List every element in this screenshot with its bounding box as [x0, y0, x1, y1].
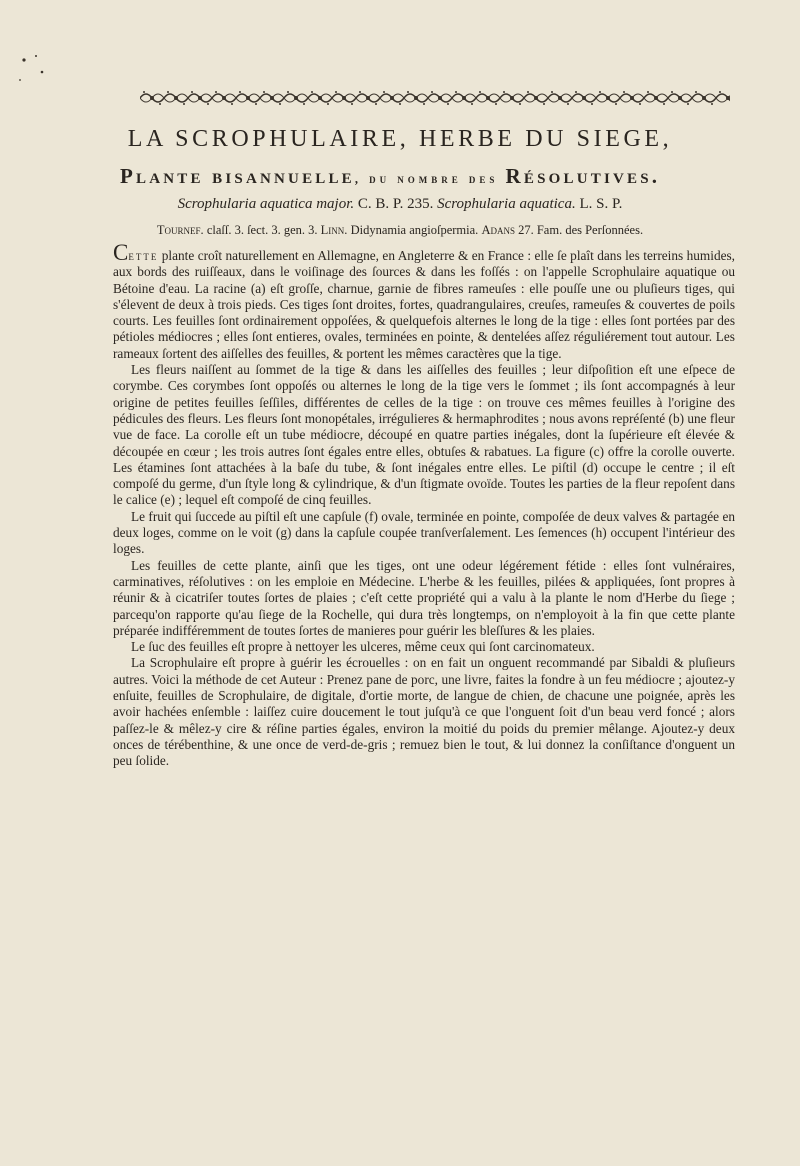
page-subtitle — [120, 164, 720, 189]
botanical-synonyms — [0, 196, 800, 213]
subtitle-resolutives: Résolutives. — [505, 164, 661, 188]
paragraph-1-text: plante croît naturellement en Allemagne, en Angleterre & en France : elle ſe plaît dans les terreins humides, aux bords des ruiſſeaux, dans le voiſinage des ſources & dans les foſſés : on l'appelle Scrophulaire aquatique ou Bétoine d'eau. La racine (a) eſt groſſe, charnue, garnie de fibres rameuſes : elle pouſſe une ou pluſieurs tiges, qui s'élevent de deux à trois pieds. Ces tiges ſont droites, fortes, quadrangulaires, creuſes, rameuſes & couvertes de poils courts. Les feuilles ſont ordinairement oppoſées, & quelquefois alternes le long de la tige : elles ſont portées par des pétioles médiocres ; elles ſont entieres, ovales, terminées en pointe, & dentelées aſſez réguliérement tout autour. Les rameaux ſortent des aiſſelles des feuilles, & portent les mêmes caractères que la tige. — [113, 248, 735, 361]
ink-specks — [14, 50, 54, 90]
subtitle-middle: , du nombre des — [354, 172, 499, 186]
synonym-bauhin-name: Scrophularia aquatica major. — [177, 196, 355, 212]
classif-tournefort-text: claſſ. 3. ſect. 3. gen. 3. — [203, 223, 321, 237]
classif-adanson-label: Adans — [481, 223, 515, 237]
synonym-linnaeus-ref: L. S. P. — [575, 196, 623, 212]
body-text — [113, 240, 735, 770]
drop-cap: C — [113, 240, 129, 265]
paragraph-properties: Les feuilles de cette plante, ainſi que les tiges, ont une odeur légérement fétide : elles ſont vulnéraires, carminatives, réſolutives : on les emploie en Médecine. L'herbe & les feuilles, pilées & appliquées, ſont propres à réunir & à cicatriſer toutes ſortes de plaies ; c'eſt cette propriété qui a valu à la plante le nom d'Herbe du ſiege ; parcequ'on rapporte qu'au ſiege de la Rochelle, qui dura très longtemps, on n'employoit à la fin que cette plante préparée indifféremment de toutes ſortes de manieres pour guérir les bleſſures & les plaies. — [113, 557, 735, 638]
decorative-border-ornament — [140, 88, 730, 108]
classif-linnaeus-text: Didynamia angioſpermia. — [347, 223, 482, 237]
paragraph-ointment: La Scrophulaire eſt propre à guérir les écrouelles : on en fait un onguent recommandé par Sibaldi & pluſieurs autres. Voici la méthode de cet Auteur : Prenez pane de porc, une livre, faites la fondre à un feu médiocre ; ajoutez-y enſuite, feuilles de Scrophulaire, de digitale, d'ortie morte, de langue de chien, de chacune une poignée, après les avoir hachées enſemble : laiſſez cuire doucement le tout juſqu'à ce que l'onguent ſoit d'un beau verd foncé ; alors paſſez-le & mêlez-y cire & réſine parties égales, environ la moitié du poids du premier mêlange. Ajoutez-y deux onces de térébenthine, & une once de verd-de-gris ; remuez bien le tout, & lui donnez la conſiſtance d'onguent un peu ſolide. — [113, 655, 735, 769]
paragraph-juice: Le ſuc des feuilles eſt propre à nettoyer les ulceres, même ceux qui ſont carcinomateux. — [131, 639, 595, 655]
synonym-linnaeus-name: Scrophularia aquatica. — [437, 196, 576, 212]
paragraph-fruit: Le fruit qui ſuccede au piſtil eſt une capſule (f) ovale, terminée en pointe, compoſée de deux valves & partagée en deux loges, comme on le voit (g) dans la capſule coupée tranſverſalement. Les ſemences (h) occupent l'intérieur des loges. — [113, 508, 735, 557]
paragraph-flowers: Les fleurs naiſſent au ſommet de la tige & dans les aiſſelles des feuilles ; leur diſpoſition eſt une eſpece de corymbe. Ces corymbes ſont oppoſés ou alternes le long de la tige vers le ſommet ; ils ſont accompagnés à leur origine de petites feuilles ſeſſiles, différentes de celles de la tige : on trouve ces mêmes feuilles à l'origine des pédicules des fleurs. Les fleurs ſont monopétales, irrégulieres & hermaphrodites ; nous avons repréſenté (b) une fleur vue de face. La corolle eſt un tube médiocre, découpé en quatre parties inégales, dont la ſupérieure eſt élevée & découpée en cœur ; les trois autres ſont égales entre elles, obtuſes & rabatues. La figure (c) offre la corolle ouverte. Les étamines ſont attachées à la baſe du tube, & ſont inégales entre elles. Le piſtil (d) occupe le centre ; il eſt compoſé du germe, d'un ſtyle long & cylindrique, & d'un ſtigmate ovoïde. Toutes les parties de la fleur repoſent dans le calice (e) ; lequel eſt compoſé de cinq feuilles. — [113, 362, 735, 508]
subtitle-plante: Plante bisannuelle — [120, 164, 355, 188]
synonym-bauhin-ref: C. B. P. 235. — [354, 196, 438, 212]
classif-tournefort-label: Tournef. — [156, 223, 204, 237]
opening-small-caps: ette — [128, 248, 159, 263]
classif-adanson-text: 27. Fam. des Perſonnées. — [514, 223, 644, 237]
classification-line — [0, 223, 800, 238]
classif-linnaeus-label: Linn. — [320, 223, 348, 237]
paragraph-description — [113, 240, 735, 362]
page-title: LA SCROPHULAIRE, HERBE DU SIEGE, — [127, 126, 673, 152]
